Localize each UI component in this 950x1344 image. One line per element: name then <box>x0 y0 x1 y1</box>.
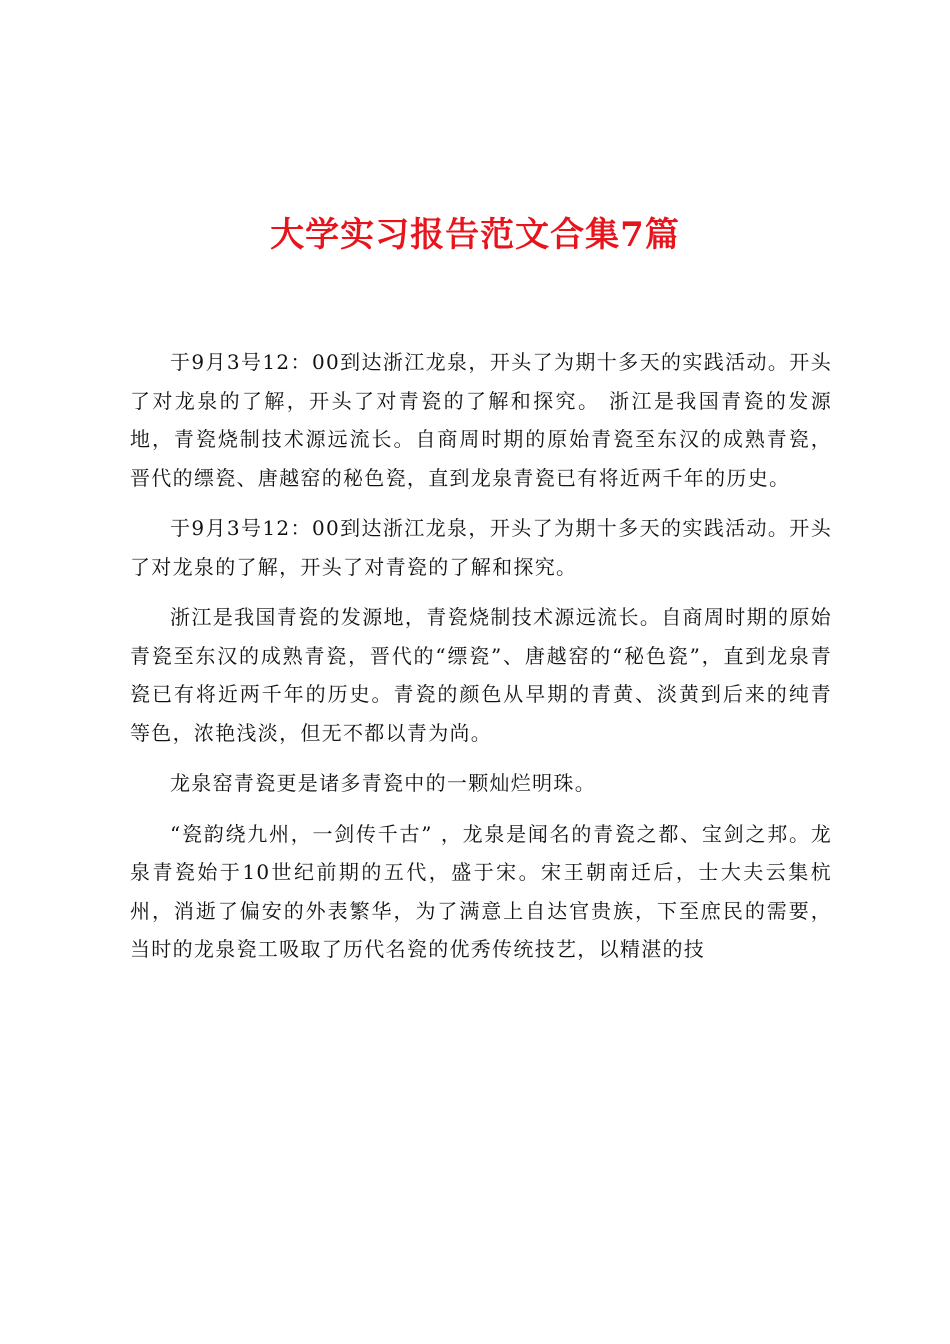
paragraph-4: 龙泉窑青瓷更是诸多青瓷中的一颗灿烂明珠。 <box>170 771 596 795</box>
paragraph-2: 于9月3号12：00到达浙江龙泉，开头了为期十多天的实践活动。开头了对龙泉的了解，开头了对青瓷的了解和探究。 <box>130 516 832 579</box>
paragraph-1: 于9月3号12：00到达浙江龙泉，开头了为期十多天的实践活动。开头了对龙泉的了解，开头了对青瓷的了解和探究。 浙江是我国青瓷的发源地，青瓷烧制技术源远流长。自商周时期的原始青瓷至东汉的成熟青瓷，晋代的缥瓷、唐越窑的秘色瓷，直到龙泉青瓷已有将近两千年的历史。 <box>130 350 832 490</box>
document-body <box>130 343 832 981</box>
paragraph-3: 浙江是我国青瓷的发源地，青瓷烧制技术源远流长。自商周时期的原始青瓷至东汉的成熟青瓷，晋代的“缥瓷”、唐越窑的“秘色瓷”，直到龙泉青瓷已有将近两千年的历史。青瓷的颜色从早期的青黄、淡黄到后来的纯青等色，浓艳浅淡，但无不都以青为尚。 <box>130 605 832 745</box>
paragraph-5: “瓷韵绕九州，一剑传千古” ，龙泉是闻名的青瓷之都、宝剑之邦。龙泉青瓷始于10世纪前期的五代，盛于宋。宋王朝南迁后，士大夫云集杭州，消逝了偏安的外表繁华，为了满意上自达官贵族，下至庶民的需要，当时的龙泉瓷工吸取了历代名瓷的优秀传统技艺，以精湛的技 <box>130 821 832 961</box>
document-title: 大学实习报告范文合集7篇 <box>270 215 680 255</box>
